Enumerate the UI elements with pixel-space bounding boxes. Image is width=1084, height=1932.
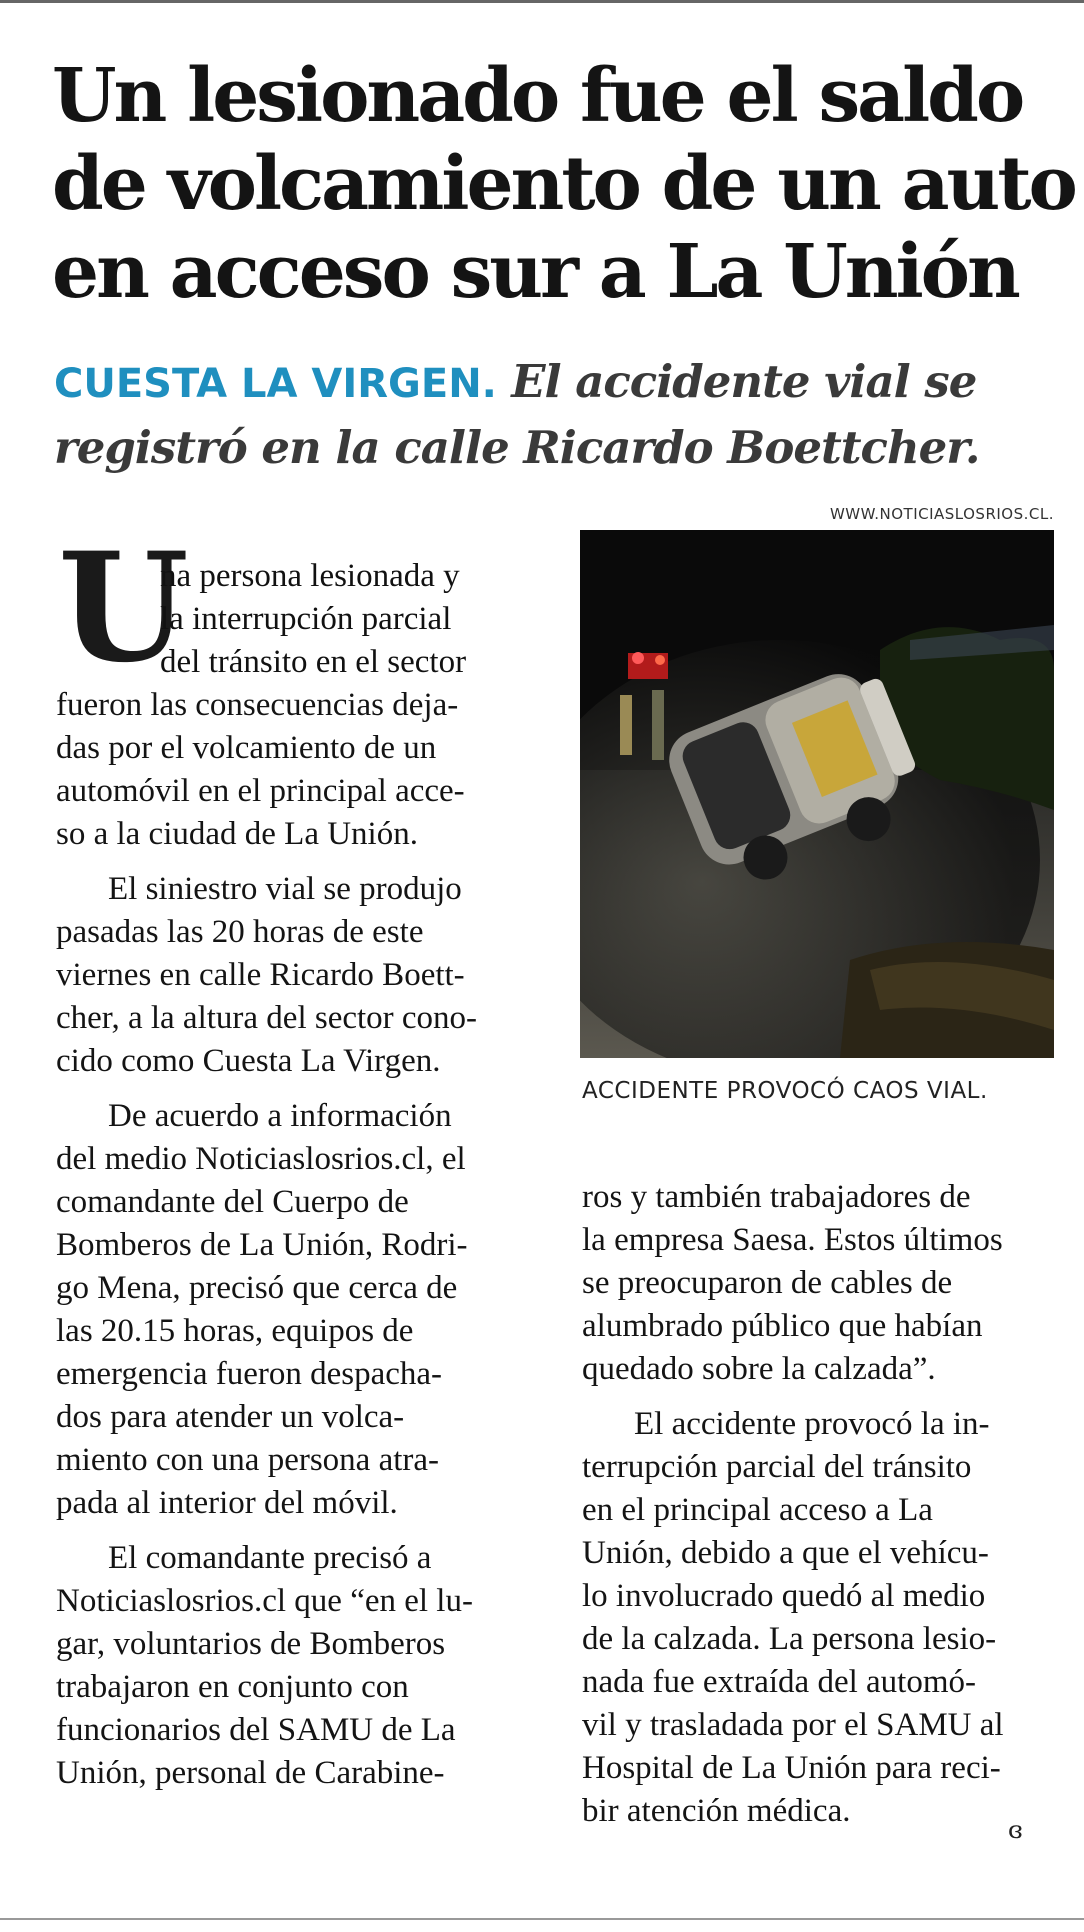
body-line: en el principal acceso a La — [582, 1492, 933, 1528]
body-line: cher, a la altura del sector cono- — [56, 1000, 478, 1036]
body-line: so a la ciudad de La Unión. — [56, 816, 418, 852]
body-line: terrupción parcial del tránsito — [582, 1449, 972, 1485]
deck-kicker: CUESTA LA VIRGEN. — [54, 361, 497, 407]
body-line: gar, voluntarios de Bomberos — [56, 1626, 446, 1662]
body-line: del tránsito en el sector — [160, 644, 467, 680]
body-line: de la calzada. La persona lesio- — [582, 1621, 997, 1657]
article-column-2 — [582, 1176, 1004, 1833]
body-line: comandante del Cuerpo de — [56, 1184, 409, 1220]
paragraph-gap — [56, 1525, 477, 1537]
deck-line: registró en la calle Ricardo Boettcher. — [54, 421, 980, 474]
body-line: lo involucrado quedó al medio — [582, 1578, 986, 1614]
end-mark: ɞ — [1008, 1816, 1023, 1844]
body-line: dos para atender un volca- — [56, 1399, 405, 1435]
body-line: funcionarios del SAMU de La — [56, 1712, 456, 1748]
body-line: pada al interior del móvil. — [56, 1485, 398, 1521]
body-line: cido como Cuesta La Virgen. — [56, 1043, 441, 1079]
body-line: miento con una persona atra- — [56, 1442, 440, 1478]
headline-line: de volcamiento de un auto — [52, 141, 1075, 227]
body-line: go Mena, precisó que cerca de — [56, 1270, 458, 1306]
body-line: na persona lesionada y — [160, 558, 460, 594]
accident-photo — [580, 530, 1054, 1058]
body-line: se preocuparon de cables de — [582, 1265, 953, 1301]
body-line: Unión, personal de Carabine- — [56, 1755, 445, 1791]
body-line: vil y trasladada por el SAMU al — [582, 1707, 1004, 1743]
paragraph-gap — [56, 856, 477, 868]
body-line: El siniestro vial se produjo — [108, 871, 462, 907]
photo-credit: WWW.NOTICIASLOSRIOS.CL. — [829, 505, 1054, 523]
drop-cap-lines — [160, 555, 466, 684]
body-line: emergencia fueron despacha- — [56, 1356, 443, 1392]
body-line: fueron las consecuencias deja- — [56, 687, 459, 723]
deck-subtitle — [54, 350, 1064, 480]
headline — [52, 52, 1075, 316]
body-line: Bomberos de La Unión, Rodri- — [56, 1227, 468, 1263]
paragraph-gap — [582, 1391, 1004, 1403]
body-line: alumbrado público que habían — [582, 1308, 983, 1344]
body-line: ros y también trabajadores de — [582, 1179, 971, 1215]
body-line: bir atención médica. — [582, 1793, 851, 1829]
body-line: Hospital de La Unión para reci- — [582, 1750, 1001, 1786]
body-line: pasadas las 20 horas de este — [56, 914, 424, 950]
body-line: El comandante precisó a — [108, 1540, 432, 1576]
body-line: Unión, debido a que el vehícu- — [582, 1535, 989, 1571]
overturned-car-illustration — [580, 530, 1054, 1058]
body-line: la empresa Saesa. Estos últimos — [582, 1222, 1003, 1258]
headline-line: Un lesionado fue el saldo — [52, 53, 1023, 139]
headline-line: en acceso sur a La Unión — [52, 229, 1018, 315]
body-line: De acuerdo a información — [108, 1098, 452, 1134]
article-column-1 — [56, 684, 477, 1795]
body-line: trabajaron en conjunto con — [56, 1669, 409, 1705]
body-line: las 20.15 horas, equipos de — [56, 1313, 414, 1349]
deck-line: El accidente vial se — [511, 355, 977, 408]
body-line: viernes en calle Ricardo Boett- — [56, 957, 465, 993]
body-line: nada fue extraída del automó- — [582, 1664, 976, 1700]
drop-cap: U — [58, 520, 189, 696]
bottom-rule — [0, 1918, 1084, 1920]
body-line: la interrupción parcial — [160, 601, 452, 637]
body-line: El accidente provocó la in- — [634, 1406, 990, 1442]
photo-caption: ACCIDENTE PROVOCÓ CAOS VIAL. — [582, 1078, 988, 1104]
body-line: del medio Noticiaslosrios.cl, el — [56, 1141, 466, 1177]
top-rule — [0, 0, 1084, 3]
body-line: Noticiaslosrios.cl que “en el lu- — [56, 1583, 473, 1619]
body-line: das por el volcamiento de un — [56, 730, 437, 766]
body-line: quedado sobre la calzada”. — [582, 1351, 936, 1387]
body-line: automóvil en el principal acce- — [56, 773, 465, 809]
paragraph-gap — [56, 1083, 477, 1095]
